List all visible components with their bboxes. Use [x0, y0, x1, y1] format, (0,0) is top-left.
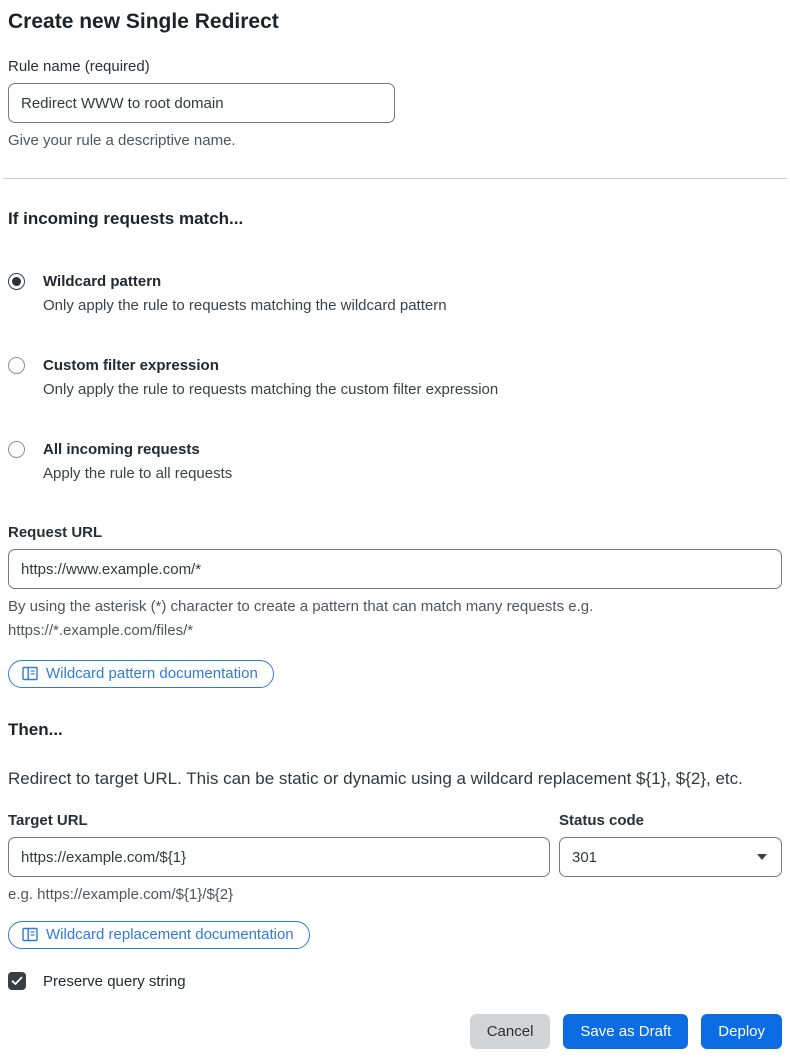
- chevron-down-icon: [757, 854, 767, 860]
- preserve-query-string-checkbox[interactable]: [8, 972, 782, 990]
- rule-name-label: Rule name (required): [8, 58, 150, 75]
- radio-description: Only apply the rule to requests matching the wildcard pattern: [43, 297, 447, 314]
- radio-label: Wildcard pattern: [43, 273, 162, 290]
- cancel-button[interactable]: Cancel: [470, 1014, 551, 1049]
- save-as-draft-button[interactable]: Save as Draft: [563, 1014, 688, 1049]
- request-url-input[interactable]: [8, 549, 782, 589]
- radio-unselected-icon[interactable]: [8, 441, 25, 458]
- page-title: Create new Single Redirect: [8, 10, 279, 33]
- rule-name-input[interactable]: [8, 83, 395, 123]
- wildcard-replacement-docs-button[interactable]: [8, 921, 310, 949]
- status-code-label: Status code: [559, 812, 645, 829]
- target-url-helper: e.g. https://example.com/${1}/${2}: [8, 886, 234, 903]
- match-section-heading: If incoming requests match...: [8, 209, 244, 228]
- radio-selected-icon[interactable]: [8, 273, 25, 290]
- radio-description: Only apply the rule to requests matching the custom filter expression: [43, 381, 499, 398]
- section-divider: [3, 178, 787, 179]
- radio-description: Apply the rule to all requests: [43, 465, 233, 482]
- then-section-heading: Then...: [8, 720, 63, 739]
- match-type-radio-group: [8, 271, 782, 485]
- radio-unselected-icon[interactable]: [8, 357, 25, 374]
- checkbox-label: Preserve query string: [43, 972, 186, 990]
- radio-label: Custom filter expression: [43, 357, 219, 374]
- open-book-icon: [22, 927, 38, 942]
- radio-all-incoming-requests[interactable]: [8, 439, 782, 485]
- checkbox-checked-icon[interactable]: [8, 972, 26, 990]
- rule-name-helper: Give your rule a descriptive name.: [8, 132, 236, 149]
- wildcard-pattern-docs-button[interactable]: [8, 660, 274, 688]
- then-description: Redirect to target URL. This can be static or dynamic using a wildcard replacement ${1}, ${2}, etc.: [8, 769, 743, 788]
- status-code-value: 301: [572, 848, 598, 866]
- status-code-select[interactable]: [559, 837, 782, 877]
- radio-custom-filter-expression[interactable]: [8, 355, 782, 401]
- target-url-label: Target URL: [8, 812, 88, 829]
- target-url-input[interactable]: [8, 837, 550, 877]
- footer-actions: [8, 1014, 782, 1058]
- request-url-helper: By using the asterisk (*) character to create a pattern that can match many requests e.g. https://*.example.com/files/*: [8, 598, 594, 639]
- deploy-button[interactable]: Deploy: [701, 1014, 782, 1049]
- doc-button-label: Wildcard replacement documentation: [46, 926, 294, 943]
- open-book-icon: [22, 666, 38, 681]
- target-row: [8, 811, 782, 877]
- doc-button-label: Wildcard pattern documentation: [46, 665, 258, 682]
- request-url-label: Request URL: [8, 524, 103, 541]
- radio-wildcard-pattern[interactable]: [8, 271, 782, 317]
- radio-label: All incoming requests: [43, 441, 200, 458]
